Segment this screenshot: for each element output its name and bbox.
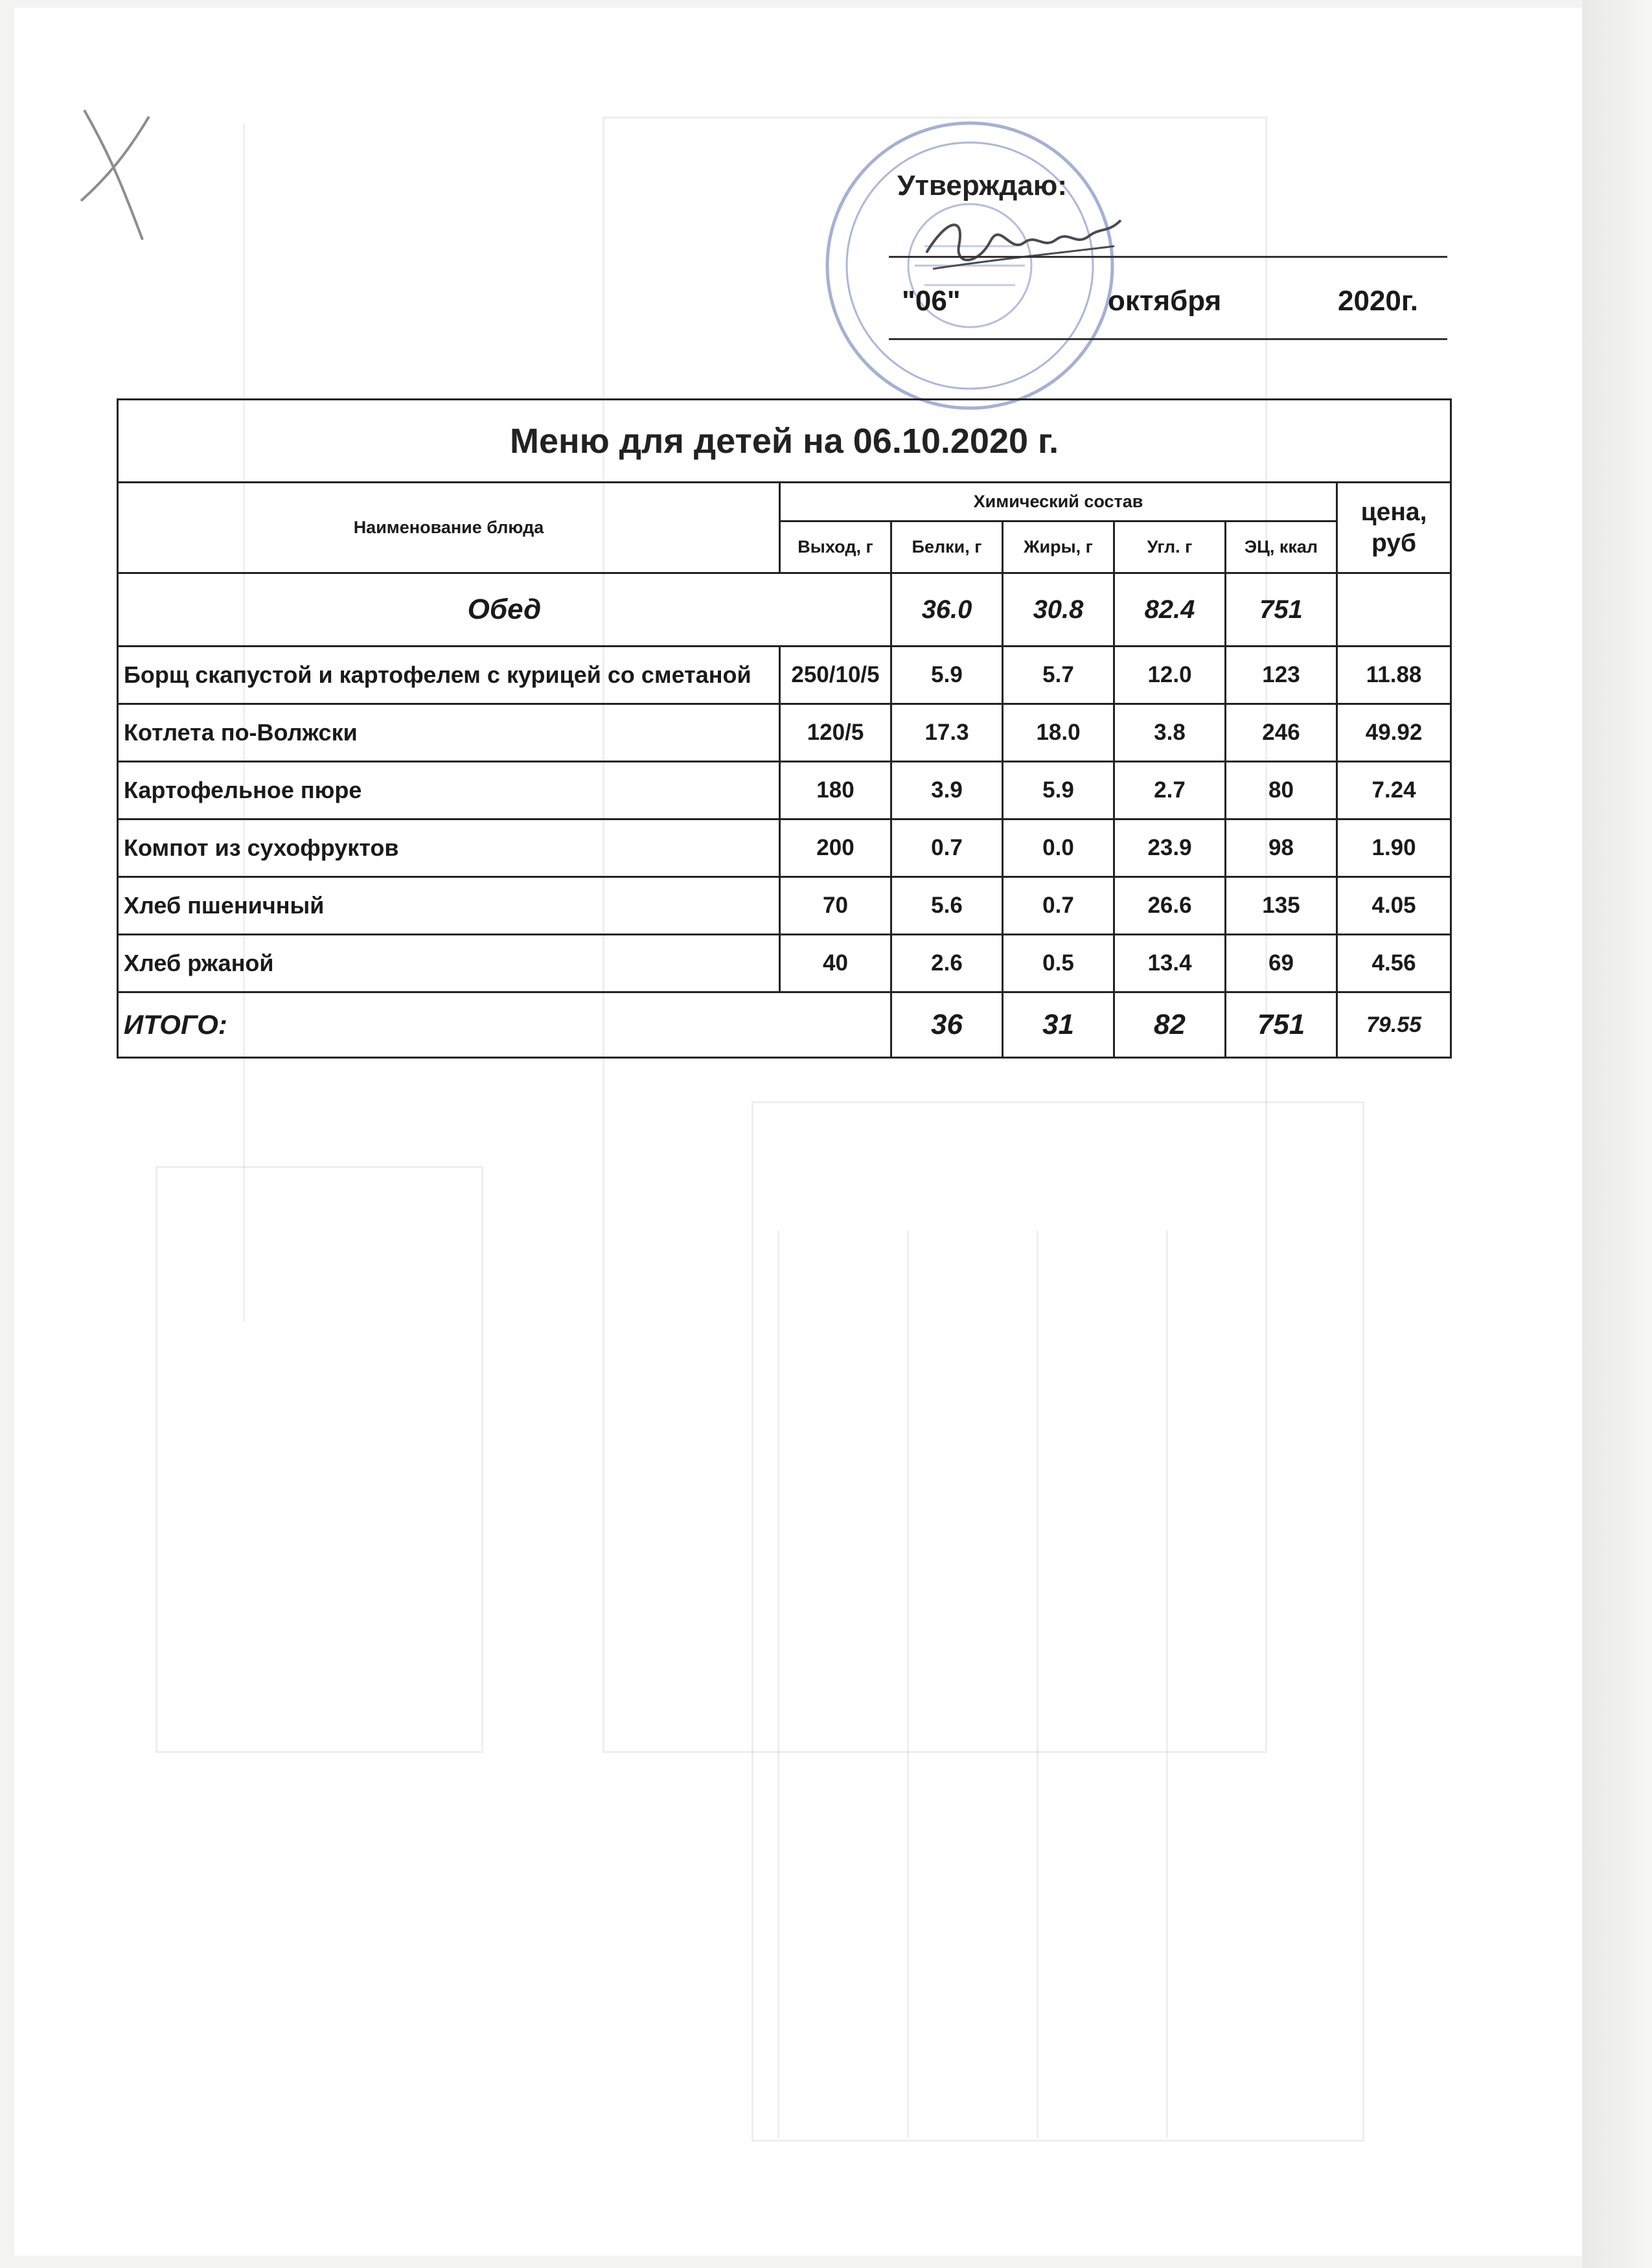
dish-fat: 0.0 <box>1003 819 1114 877</box>
total-label: ИТОГО: <box>118 992 891 1058</box>
dish-yield: 200 <box>780 819 891 877</box>
dish-carbs: 26.6 <box>1114 877 1226 935</box>
total-price: 79.55 <box>1337 992 1451 1058</box>
dish-protein: 3.9 <box>891 762 1003 819</box>
menu-title: Меню для детей на 06.10.2020 г. <box>118 400 1451 483</box>
table-row <box>118 819 1451 877</box>
bleed-through-line <box>1166 1231 1168 2138</box>
dish-energy: 69 <box>1226 935 1337 992</box>
dish-fat: 5.9 <box>1003 762 1114 819</box>
dish-energy: 98 <box>1226 819 1337 877</box>
dish-name: Котлета по-Волжски <box>118 704 780 762</box>
approval-day: "06" <box>902 285 961 317</box>
dish-protein: 5.9 <box>891 647 1003 704</box>
dish-energy: 246 <box>1226 704 1337 762</box>
dish-name: Борщ скапустой и картофелем с курицей со сметаной <box>118 647 780 704</box>
section-price-empty <box>1337 573 1451 647</box>
bleed-through-table <box>155 1166 483 1753</box>
section-fat: 30.8 <box>1003 573 1114 647</box>
header-dish-name: Наименование блюда <box>118 483 780 573</box>
total-fat: 31 <box>1003 992 1114 1058</box>
header-chemical-composition: Химический состав <box>780 483 1337 521</box>
header-price: цена, руб <box>1337 483 1451 573</box>
table-row <box>118 877 1451 935</box>
header-fat: Жиры, г <box>1003 521 1114 573</box>
dish-price: 7.24 <box>1337 762 1451 819</box>
approval-title: Утверждаю: <box>897 170 1067 201</box>
section-energy: 751 <box>1226 573 1337 647</box>
total-energy: 751 <box>1226 992 1337 1058</box>
signature-line <box>889 256 1447 258</box>
dish-price: 4.05 <box>1337 877 1451 935</box>
section-lunch-label: Обед <box>118 573 891 647</box>
table-row <box>118 762 1451 819</box>
dish-fat: 0.7 <box>1003 877 1114 935</box>
pencil-mark-icon <box>71 104 162 246</box>
dish-yield: 120/5 <box>780 704 891 762</box>
total-row <box>118 992 1451 1058</box>
total-carbs: 82 <box>1114 992 1226 1058</box>
table-row <box>118 935 1451 992</box>
dish-fat: 5.7 <box>1003 647 1114 704</box>
dish-carbs: 13.4 <box>1114 935 1226 992</box>
signature <box>920 207 1127 285</box>
dish-energy: 135 <box>1226 877 1337 935</box>
dish-protein: 2.6 <box>891 935 1003 992</box>
dish-name: Хлеб ржаной <box>118 935 780 992</box>
dish-fat: 18.0 <box>1003 704 1114 762</box>
total-protein: 36 <box>891 992 1003 1058</box>
dish-yield: 70 <box>780 877 891 935</box>
dish-yield: 180 <box>780 762 891 819</box>
dish-name: Компот из сухофруктов <box>118 819 780 877</box>
dish-energy: 80 <box>1226 762 1337 819</box>
header-yield: Выход, г <box>780 521 891 573</box>
date-line <box>889 338 1447 340</box>
dish-name: Картофельное пюре <box>118 762 780 819</box>
dish-protein: 17.3 <box>891 704 1003 762</box>
dish-name: Хлеб пшеничный <box>118 877 780 935</box>
dish-price: 1.90 <box>1337 819 1451 877</box>
dish-protein: 5.6 <box>891 877 1003 935</box>
section-protein: 36.0 <box>891 573 1003 647</box>
section-carbs: 82.4 <box>1114 573 1226 647</box>
approval-year: 2020г. <box>1338 285 1419 317</box>
dish-carbs: 3.8 <box>1114 704 1226 762</box>
header-protein: Белки, г <box>891 521 1003 573</box>
table-row <box>118 647 1451 704</box>
approval-month: октября <box>1108 285 1222 317</box>
dish-yield: 250/10/5 <box>780 647 891 704</box>
dish-carbs: 2.7 <box>1114 762 1226 819</box>
dish-fat: 0.5 <box>1003 935 1114 992</box>
dish-price: 49.92 <box>1337 704 1451 762</box>
bleed-through-line <box>777 1231 779 2138</box>
dish-yield: 40 <box>780 935 891 992</box>
menu-table <box>117 398 1452 1059</box>
dish-price: 11.88 <box>1337 647 1451 704</box>
bleed-through-line <box>1037 1231 1038 2138</box>
dish-protein: 0.7 <box>891 819 1003 877</box>
bleed-through-table <box>751 1101 1364 2142</box>
header-energy: ЭЦ, ккал <box>1226 521 1337 573</box>
dish-carbs: 23.9 <box>1114 819 1226 877</box>
header-carbs: Угл. г <box>1114 521 1226 573</box>
scan-edge <box>1582 0 1652 2268</box>
dish-carbs: 12.0 <box>1114 647 1226 704</box>
dish-energy: 123 <box>1226 647 1337 704</box>
bleed-through-line <box>907 1231 909 2138</box>
dish-price: 4.56 <box>1337 935 1451 992</box>
table-row <box>118 704 1451 762</box>
